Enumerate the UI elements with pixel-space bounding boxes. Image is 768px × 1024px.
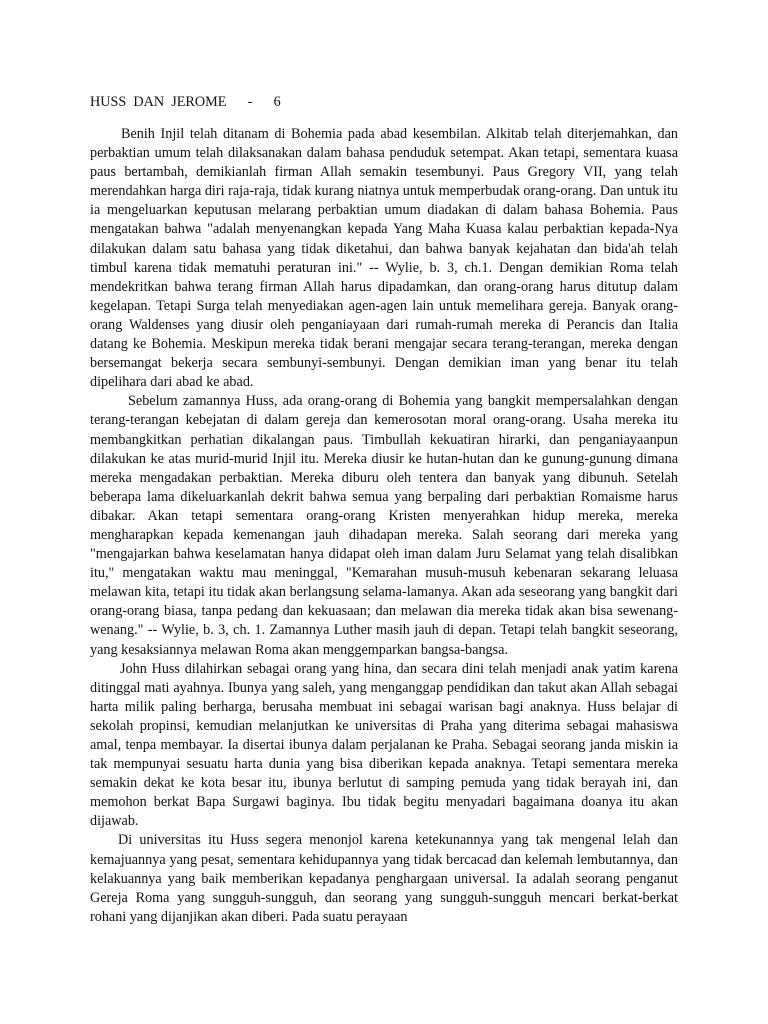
chapter-title: HUSS DAN JEROME [90,94,227,110]
header-separator: - [247,94,253,110]
document-page [90,92,678,927]
paragraph-1: Benih Injil telah ditanam di Bohemia pada abad kesembilan. Alkitab telah diterjemahkan, dan perbaktian umum telah dilaksanakan dalam bahasa penduduk setempat. Akan tetapi, sementara kuasa paus bertambah, demikianlah firman Allah semakin tesembunyi. Paus Gregory VII, yang telah merendahkan harga diri raja-raja, tidak kurang niatnya untuk memperbudak orang-orang. Dan untuk itu ia mengeluarkan keputusan melarang perbaktian umum diadakan di dalam bahasa Bohemia. Paus mengatakan bahwa "adalah menyenangkan kepada Yang Maha Kuasa kalau perbaktian kepada-Nya dilakukan dalam satu bahasa yang tidak diketahui, dan bahwa banyak kejahatan dan bida'ah telah timbul karena tidak mematuhi peraturan ini." -- Wylie, b. 3, ch.1. Dengan demikian Roma telah mendekritkan bahwa terang firman Allah harus dipadamkan, dan orang-orang harus ditutup dalam kegelapan. Tetapi Surga telah menyediakan agen-agen lain untuk memelihara gereja. Banyak orang-orang Waldenses yang diusir oleh penganiayaan dari rumah-rumah mereka di Perancis dan Italia datang ke Bohemia. Meskipun mereka tidak berani mengajar secara terang-terangan, mereka dengan bersemangat bekerja secara sembunyi-sembunyi. Dengan demikian iman yang benar itu telah dipelihara dari abad ke abad. [90,126,678,391]
paragraph-3: John Huss dilahirkan sebagai orang yang hina, dan secara dini telah menjadi anak yatim karena ditinggal mati ayahnya. Ibunya yang saleh, yang menganggap pendidikan dan takut akan Allah sebagai harta milik paling berharga, berusaha membuat ini sebagai warisan bagi anaknya. Huss belajar di sekolah propinsi, kemudian melanjutkan ke universitas di Praha yang diterima sebagai mahasiswa amal, tenpa membayar. Ia disertai ibunya dalam perjalanan ke Praha. Sebagai seorang janda miskin ia tak mempunyai sesuatu harta dunia yang bisa diberikan kepada anaknya. Tetapi sementara mereka semakin dekat ke kota besar itu, ibunya berlutut di samping pemuda yang tidak berayah ini, dan memohon berkat Bapa Surgawi baginya. Ibu tidak begitu menyadari bagaimana doanya itu akan dijawab. [90,660,678,830]
chapter-header [90,92,678,112]
chapter-number: 6 [273,94,281,110]
paragraph-4: Di universitas itu Huss segera menonjol karena ketekunannya yang tak mengenal lelah dan kemajuannya yang pesat, sementara kehidupannya yang tidak bercacad dan kelemah lembutannya, dan kelakuannya yang baik memberikan kepadanya penghargaan universal. Ia adalah seorang penganut Gereja Roma yang sungguh-sungguh, dan seorang yang sungguh-sungguh mencari berkat-berkat rohani yang dijanjikan akan diberi. Pada suatu perayaan [90,832,678,925]
paragraph-2: Sebelum zamannya Huss, ada orang-orang di Bohemia yang bangkit mempersalahkan dengan terang-terangan kebejatan di dalam gereja dan kemerosotan moral orang-orang. Usaha mereka itu membangkitkan perhatian dikalangan paus. Timbullah kekuatiran hirarki, dan penganiayaanpun dilakukan ke atas murid-murid Injil itu. Mereka diusir ke hutan-hutan dan ke gunung-gunung dimana mereka mengadakan perbaktian. Mereka diburu oleh tentera dan banyak yang dibunuh. Setelah beberapa lama dikeluarkanlah dekrit bahwa semua yang berpaling dari perbaktian Romaisme harus dibakar. Akan tetapi sementara orang-orang Kristen menyerahkan hidup mereka, mereka mengharapkan kepada kemenangan jauh dihadapan mereka. Salah seorang dari mereka yang "mengajarkan bahwa keselamatan hanya didapat oleh iman dalam Juru Selamat yang telah disalibkan itu," mengatakan waktu mau meninggal, "Kemarahan musuh-musuh kebenaran sekarang leluasa melawan kita, tetapi itu tidak akan berlangsung selama-lamanya. Akan ada seseorang yang bangkit dari orang-orang biasa, tanpa pedang dan kekuasaan; dan melawan dia mereka tidak akan bisa sewenang-wenang." -- Wylie, b. 3, ch. 1. Zamannya Luther masih jauh di depan. Tetapi telah bangkit seseorang, yang kesaksiannya melawan Roma akan menggemparkan bangsa-bangsa. [90,393,678,658]
